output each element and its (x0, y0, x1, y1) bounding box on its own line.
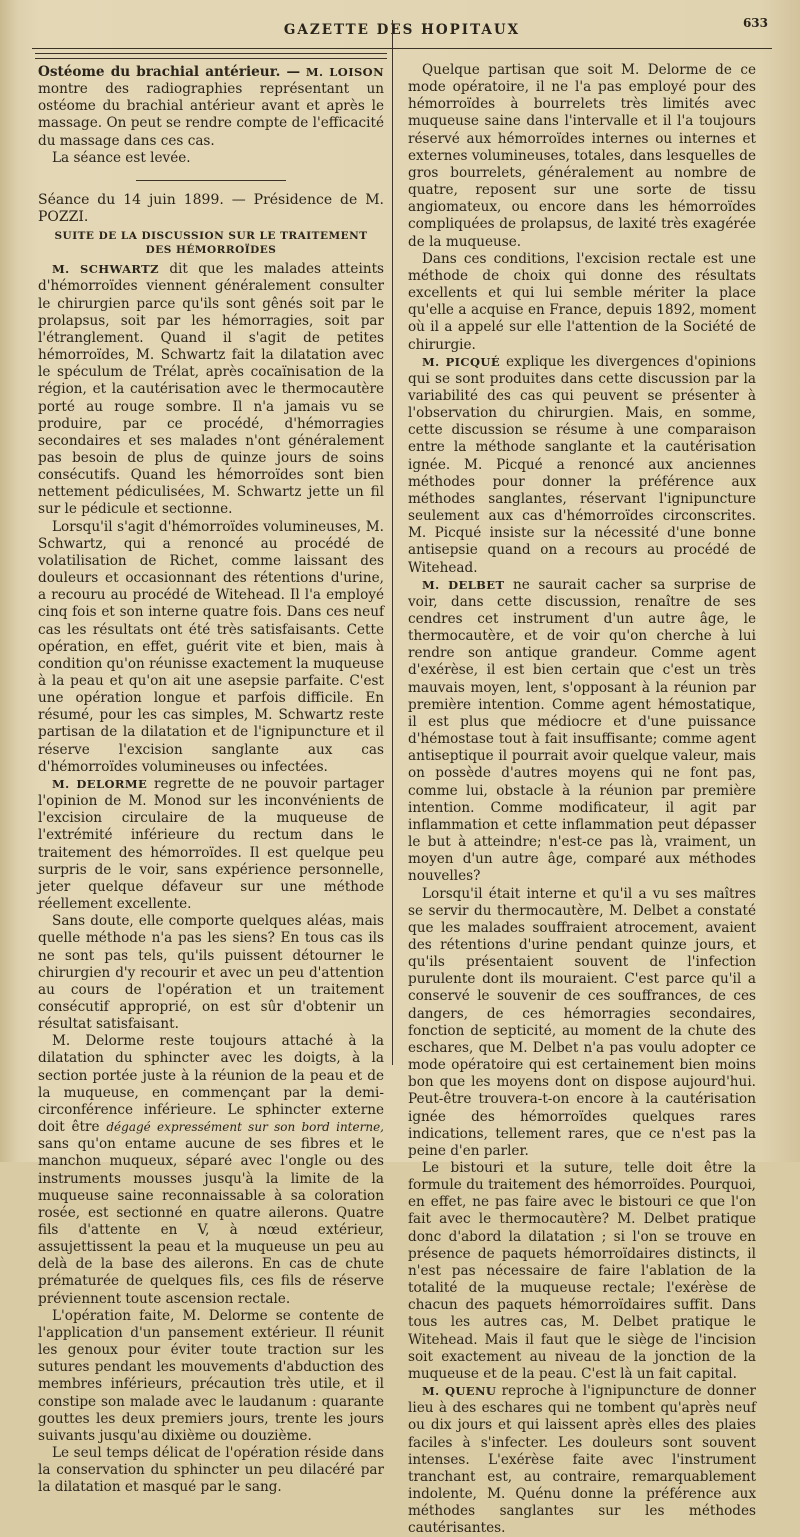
seance-heading: Séance du 14 juin 1899. — Présidence de M. POZZI. (38, 191, 384, 226)
quenu-paragraph (408, 1383, 756, 1537)
operation-paragraph: L'opération faite, M. Delorme se contente de l'application d'un pansement extérieur. Il réunit les genoux pour éviter toute traction sur les sutures pendant les mouvements d'abduction des membres inférieurs, précaution très utile, et il constipe son malade avec le laudanum : quarante gouttes les deux premiers jours, trente les jours suivants jusqu'au dixième ou douzième. (38, 1307, 384, 1444)
discussion-subheading (38, 229, 384, 257)
seul-temps-paragraph: Le seul temps délicat de l'opération réside dans la conservation du sphincter un peu dilacéré par la dilatation et masqué par le sang. (38, 1445, 384, 1496)
speaker-name: M. DELBET (422, 577, 505, 592)
paragraph-text: ne saurait cacher sa surprise de voir, dans cette discussion, renaître de ses cendres cet instrument d'un autre âge, le thermocautère, et de voir qu'on cherche à lui rendre son antique grandeur. Comme agent d'exérèse, il est bien certain que c'est un très mauvais moyen, lent, s'opposant à la réunion par première intention. Comme agent hémostatique, il est plus que médiocre et d'une puissance d'hémostase tout à fait insuffisante; comme agent antiseptique il pourrait avoir quelque valeur, mais on possède d'autres moyens qui ne font pas, comme lui, obstacle à la réunion par première intention. Comme modificateur, il agit par inflammation et cette inflammation peut dépasser le but à atteindre; n'est-ce pas là, vraiment, un moyen d'un autre âge, comparé aux méthodes nouvelles? (408, 576, 756, 885)
partisan-paragraph: Quelque partisan que soit M. Delorme de ce mode opératoire, il ne l'a pas employé pour des hémorroïdes à bourrelets très limités avec muqueuse saine dans l'intervalle et il l'a toujours réservé aux hémorroïdes internes ou internes et externes volumineuses, totales, dans lesquelles de gros bourrelets, généralement au nombre de quatre, reposent sur une sorte de tissu angiomateux, ou encore dans les hémorroïdes compliquées de prolapsus, de laxité très exagérée de la muqueuse. (408, 62, 756, 250)
conditions-paragraph: Dans ces conditions, l'excision rectale est une méthode de choix qui donne des résultats excellents et qui lui semble mériter la place qu'elle a acquise en France, depuis 1892, moment où il a appelé sur elle l'attention de la Société de chirurgie. (408, 250, 756, 353)
interne-paragraph: Lorsqu'il était interne et qu'il a vu ses maîtres se servir du thermocautère, M. Delbet a constaté que les malades souffraient atrocement, avaient des rétentions d'urine pendant quinze jours, et qu'ils présentaient souvent de l'infection purulente dont ils mouraient. C'est parce qu'il a conservé le souvenir de ces souffrances, de ces dangers, de ces hémorragies secondaires, fonction de septicité, au moment de la chute des eschares, que M. Delbet n'a pas voulu adopter ce mode opératoire qui est certainement bien moins bon que les moyens dont on dispose aujourd'hui. Peut-être trouvera-t-on encore à la cautérisation ignée des hémorroïdes quelques rares indications, tellement rares, que ce n'est pas la peine d'en parler. (408, 885, 756, 1159)
speaker-name: M. SCHWARTZ (52, 262, 159, 277)
italic-emphasis: dégagé expressément sur son bord interne, (106, 1120, 384, 1135)
journal-title: GAZETTE DES HOPITAUX (283, 22, 521, 38)
left-column (38, 58, 384, 1497)
volumineuses-paragraph: Lorsqu'il s'agit d'hémorroïdes volumineuses, M. Schwartz, qui a renoncé au procédé de volatilisation de Richet, comme laissant des douleurs et occasionnant des rétentions d'urine, a recouru au procédé de Witehead. Il l'a employé cinq fois et son interne quatre fois. Dans ces neuf cas les résultats ont été très satisfaisants. Cette opération, en effet, guérit vite et bien, mais à condition qu'on réunisse exactement la muqueuse à la peau et qu'on ait une asepsie parfaite. C'est une opération longue et parfois difficile. En résumé, pour les cas simples, M. Schwartz reste partisan de la dilatation et de l'ignipuncture et il réserve l'excision sanglante aux cas d'hémorroïdes volumineuses ou infectées. (38, 518, 384, 775)
right-column (408, 62, 756, 1537)
paragraph-text: M. Delorme reste toujours attaché à la dilatation du sphincter avec les doigts, à la section portée juste à la réunion de la peau et de la muqueuse, en commençant par la demi-circonférence inférieure. Le sphincter externe doit être (38, 1033, 384, 1136)
paragraph-text: regrette de ne pouvoir partager l'opinion de M. Monod sur les inconvénients de l'excision circulaire de la muqueuse de l'extrémité inférieure du rectum dans le traitement des hémorroïdes. Il est quelque peu surpris de le voir, sans expérience personnelle, jeter quelque défaveur sur une méthode réellement excellente. (38, 775, 385, 913)
delorme-paragraph (38, 776, 384, 913)
page-number: 633 (742, 16, 768, 30)
speaker-name: M. PICQUÉ (422, 354, 500, 369)
subheading-line: SUITE DE LA DISCUSSION SUR LE TRAITEMENT (54, 230, 368, 243)
paragraph-text: explique les divergences d'opinions qui se sont produites dans cette discussion par la variabilité des cas qui peuvent se présenter à l'observation du chirurgien. Mais, en somme, cette discussion se résume à une comparaison entre la méthode sanglante et la cautérisation ignée. M. Picqué a renoncé aux anciennes méthodes pour donner la préférence aux méthodes sanglantes, réservant l'ignipuncture seulement aux cas d'hémorroïdes circonscrites. M. Picqué insiste sur la nécessité d'une bonne antisepsie quand on a recours au procédé de Witehead. (408, 353, 756, 576)
subheading-line: DES HÉMORROÏDES (145, 244, 277, 257)
section-rule (136, 180, 286, 181)
speaker-name: M. DELORME (52, 776, 148, 791)
picque-paragraph (408, 354, 756, 577)
paragraph-text: montre des radiographies représentant un ostéome du brachial antérieur avant et après le massage. On peut se rendre compte de l'efficacité du massage dans ces cas. (38, 81, 384, 149)
paragraph-text: reproche à l'ignipuncture de donner lieu à des eschares qui ne tombent qu'après neuf ou dix jours et qui laissent après elles des plaies faciles à s'infecter. Les douleurs sont souvent intenses. L'exérèse faite avec l'instrument tranchant est, au contraire, remarquablement indolente, M. Quénu donne la préférence aux méthodes sanglantes sur les méthodes cautérisantes. (408, 1383, 756, 1537)
page-header (32, 14, 772, 49)
bistouri-paragraph: Le bistouri et la suture, telle doit être la formule du traitement des hémorroïdes. Pourquoi, en effet, ne pas faire avec le bistouri ce que l'on fait avec le thermocautère? M. Delbet pratique donc d'abord la dilatation ; si l'on se trouve en présence de paquets hémorroïdaires distincts, il n'est pas nécessaire de faire l'ablation de la totalité de la muqueuse rectale; l'exérèse de chacun des paquets hémorroïdaires suffit. Dans tous les autres cas, M. Delbet pratique le Witehead. Mais il faut que le siège de l'incision soit exactement au niveau de la jonction de la muqueuse et de la peau. C'est là un fait capital. (408, 1160, 756, 1382)
column-divider (392, 20, 393, 1065)
speaker-name: M. LOISON (305, 65, 385, 79)
paragraph-text: dit que les malades atteints d'hémorroïdes viennent généralement consulter le chirurgien parce qu'ils sont gênés soit par le prolapsus, soit par les hémorragies, soit par l'étranglement. Quand il s'agit de petites hémorroïdes, M. Schwartz fait la dilatation avec le spéculum de Trélat, après cocaïnisation de la région, et la cautérisation avec le thermocautère porté au rouge sombre. Il n'a jamais vu se produire, par ce procédé, d'hémorragies secondaires et ses malades n'ont généralement pas besoin de plus de quinze jours de soins consécutifs. Quand les hémorroïdes sont bien nettement pédiculisées, M. Schwartz jette un fil sur le pédicule et sectionne. (38, 261, 385, 518)
paragraph-text: sans qu'on entame aucune de ses fibres et le manchon muqueux, séparé avec l'ongle ou des instruments mousses jusqu'à la limite de la muqueuse saine reconnaissable à sa coloration rosée, est sectionné en quatre ailerons. Quatre fils d'attente en V, à nœud extérieur, assujettissent la peau et la muqueuse un peu au delà de la base des ailerons. En cas de chute prématurée de quelques fils, ces fils de réserve préviennent toute ascension rectale. (38, 1136, 384, 1307)
schwartz-paragraph (38, 261, 384, 518)
speaker-name: M. QUENU (422, 1384, 497, 1399)
sans-doute-paragraph: Sans doute, elle comporte quelques aléas, mais quelle méthode n'a pas les siens? En tous cas ils ne sont pas tels, qu'ils puissent détourner le chirurgien d'y recourir et avec un peu d'attention au cours de l'opération et un traitement consécutif approprié, on est sûr d'obtenir un résultat satisfaisant. (38, 913, 384, 1033)
seance-levee: La séance est levée. (52, 149, 191, 166)
osteome-paragraph (38, 64, 384, 150)
dilatation-paragraph (38, 1033, 384, 1308)
delbet-paragraph (408, 577, 756, 886)
osteome-heading: Ostéome du brachial antérieur. — (38, 64, 301, 80)
